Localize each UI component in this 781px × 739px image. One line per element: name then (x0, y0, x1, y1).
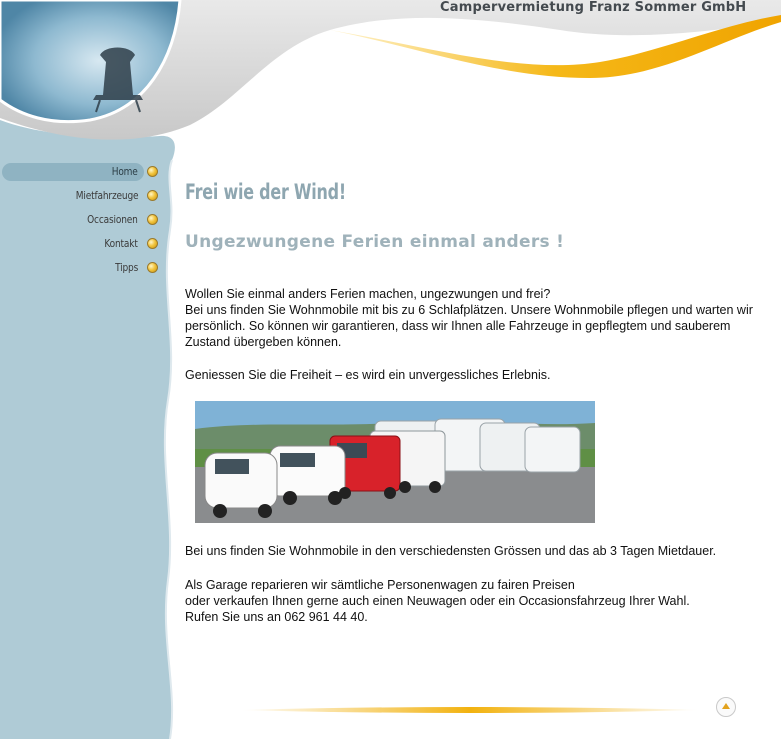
garage-paragraph (185, 577, 765, 625)
intro-paragraph (185, 286, 765, 350)
sizes-paragraph: Bei uns finden Sie Wohnmobile in den verschiedensten Grössen und das ab 3 Tagen Mietdauer. (185, 544, 717, 558)
arrow-up-icon (722, 703, 730, 709)
nav-item-occasionen[interactable] (0, 210, 170, 234)
garage-line: Rufen Sie uns an 062 961 44 40. (185, 610, 368, 624)
garage-line: Als Garage reparieren wir sämtliche Personenwagen zu fairen Preisen (185, 578, 575, 592)
bullet-icon (147, 262, 158, 273)
company-name: Campervermietung Franz Sommer GmbH (440, 0, 747, 15)
bullet-icon (147, 166, 158, 177)
header-graphic (0, 0, 781, 160)
intro-line: Bei uns finden Sie Wohnmobile mit bis zu 6 Schlafplätzen. Unsere Wohnmobile pflegen und warten wir persönlich. So können wir garantieren, dass wir Ihnen alle Fahrzeuge in gepflegtem und sauberem Zustand übergeben können. (185, 303, 753, 349)
nav-item-tipps[interactable] (0, 258, 170, 282)
nav-item-label: Tipps (114, 261, 138, 274)
back-to-top-button[interactable] (716, 697, 736, 717)
fleet-photo (195, 401, 595, 523)
page-headline: Ungezwungene Ferien einmal anders ! (185, 232, 565, 252)
nav-item-label: Home (112, 165, 138, 178)
main-nav (0, 162, 170, 282)
nav-item-label: Mietfahrzeuge (75, 189, 138, 202)
nav-item-home[interactable] (0, 162, 170, 186)
nav-item-label: Occasionen (87, 213, 138, 226)
garage-line: oder verkaufen Ihnen gerne auch einen Neuwagen oder ein Occasionsfahrzeug Ihrer Wahl. (185, 594, 690, 608)
bullet-icon (147, 214, 158, 225)
freedom-paragraph: Geniessen Sie die Freiheit – es wird ein unvergessliches Erlebnis. (185, 368, 551, 382)
slogan: Frei wie der Wind! (185, 180, 346, 204)
intro-line: Wollen Sie einmal anders Ferien machen, ungezwungen und frei? (185, 287, 551, 301)
nav-item-kontakt[interactable] (0, 234, 170, 258)
footer-swoosh (240, 703, 700, 715)
bullet-icon (147, 190, 158, 201)
nav-item-label: Kontakt (104, 237, 138, 250)
bullet-icon (147, 238, 158, 249)
nav-item-mietfahrzeuge[interactable] (0, 186, 170, 210)
main-content (185, 180, 765, 624)
